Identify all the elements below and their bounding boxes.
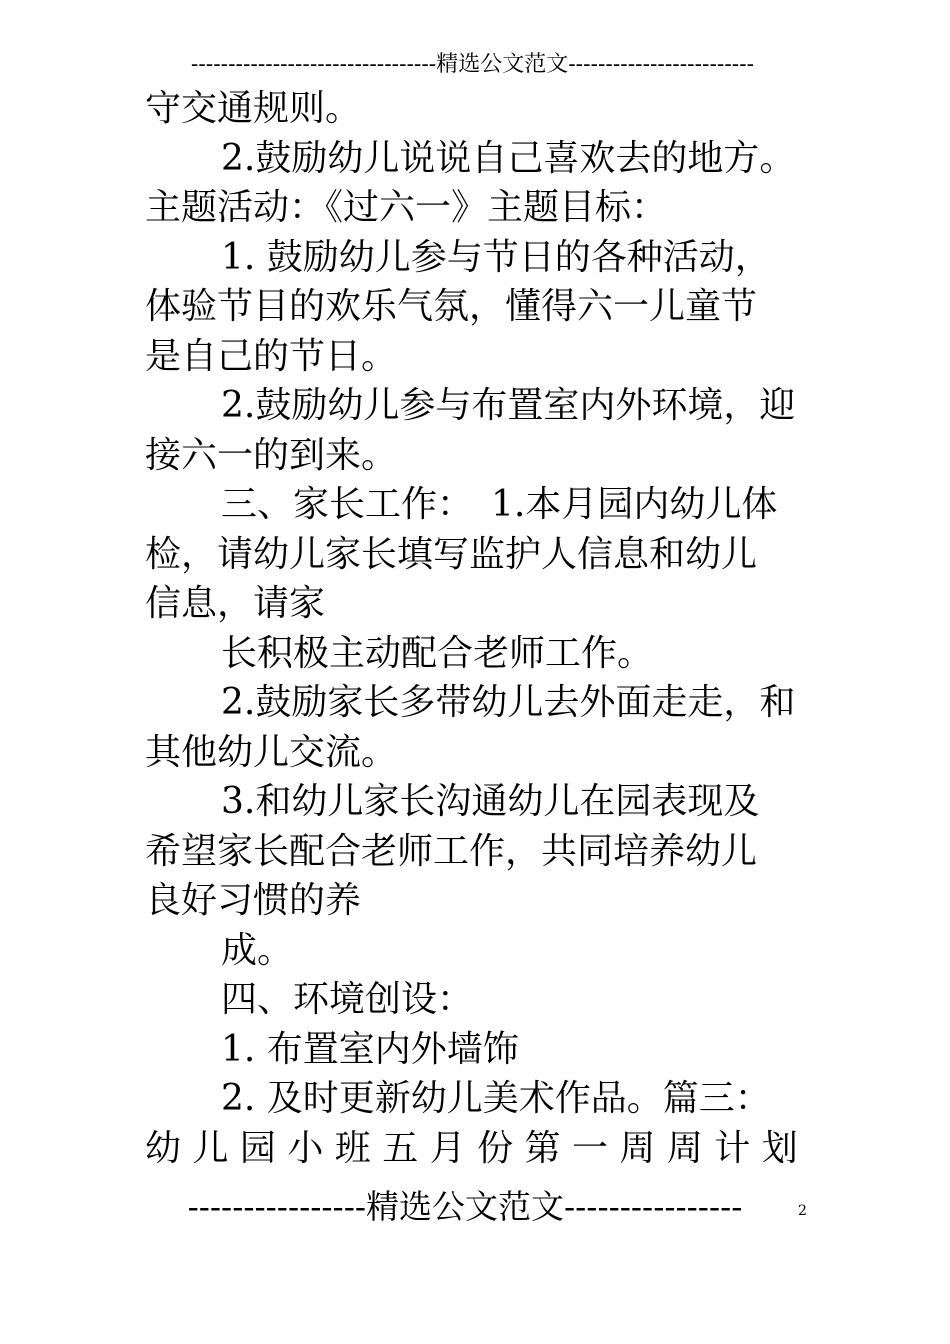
paragraph-line: 信息，请家: [145, 583, 326, 624]
paragraph-line: 体验节目的欢乐气氛，懂得六一儿童节: [145, 286, 758, 327]
document-body: [145, 84, 810, 1173]
paragraph-line: 1. 布置室内外墙饰: [221, 1028, 519, 1070]
page-header: ---------------------------------精选公文范文-------------------------: [190, 52, 755, 77]
paragraph-line: 是自己的节日。: [145, 335, 398, 377]
section-heading: 四、环境创设：: [221, 979, 474, 1020]
page-number: 2: [798, 1203, 807, 1219]
paragraph-line: 2.鼓励幼儿说说自己喜欢去的地方。: [221, 137, 796, 179]
paragraph-line: 幼 儿 园 小 班 五 月 份 第 一 周 周 计 划: [145, 1127, 798, 1169]
paragraph-line: 成。: [221, 929, 294, 971]
paragraph-line: 接六一的到来。: [145, 434, 398, 476]
paragraph-line: 主题活动：《过六一》主题目标：: [145, 187, 668, 228]
paragraph-line: 3.和幼儿家长沟通幼儿在园表现及: [221, 781, 760, 822]
paragraph-line: 良好习惯的养: [145, 880, 362, 921]
paragraph-line: 检，请幼儿家长填写监护人信息和幼儿: [145, 533, 758, 575]
paragraph-line: 守交通规则。: [145, 88, 362, 129]
paragraph-line: 三、家长工作： 1.本月园内幼儿体: [221, 484, 778, 525]
paragraph-line: 2. 及时更新幼儿美术作品。篇三：: [221, 1078, 771, 1119]
page-footer: ----------------精选公文范文----------------: [187, 1187, 743, 1226]
paragraph-line: 2.鼓励幼儿参与布置室内外环境，迎: [221, 385, 796, 426]
paragraph-line: 1. 鼓励幼儿参与节日的各种活动，: [221, 236, 771, 278]
paragraph-line: 希望家长配合老师工作，共同培养幼儿: [145, 830, 758, 872]
paragraph-line: 长积极主动配合老师工作。: [221, 632, 654, 674]
paragraph-line: 2.鼓励家长多带幼儿去外面走走，和: [221, 682, 796, 723]
paragraph-line: 其他幼儿交流。: [145, 731, 398, 773]
